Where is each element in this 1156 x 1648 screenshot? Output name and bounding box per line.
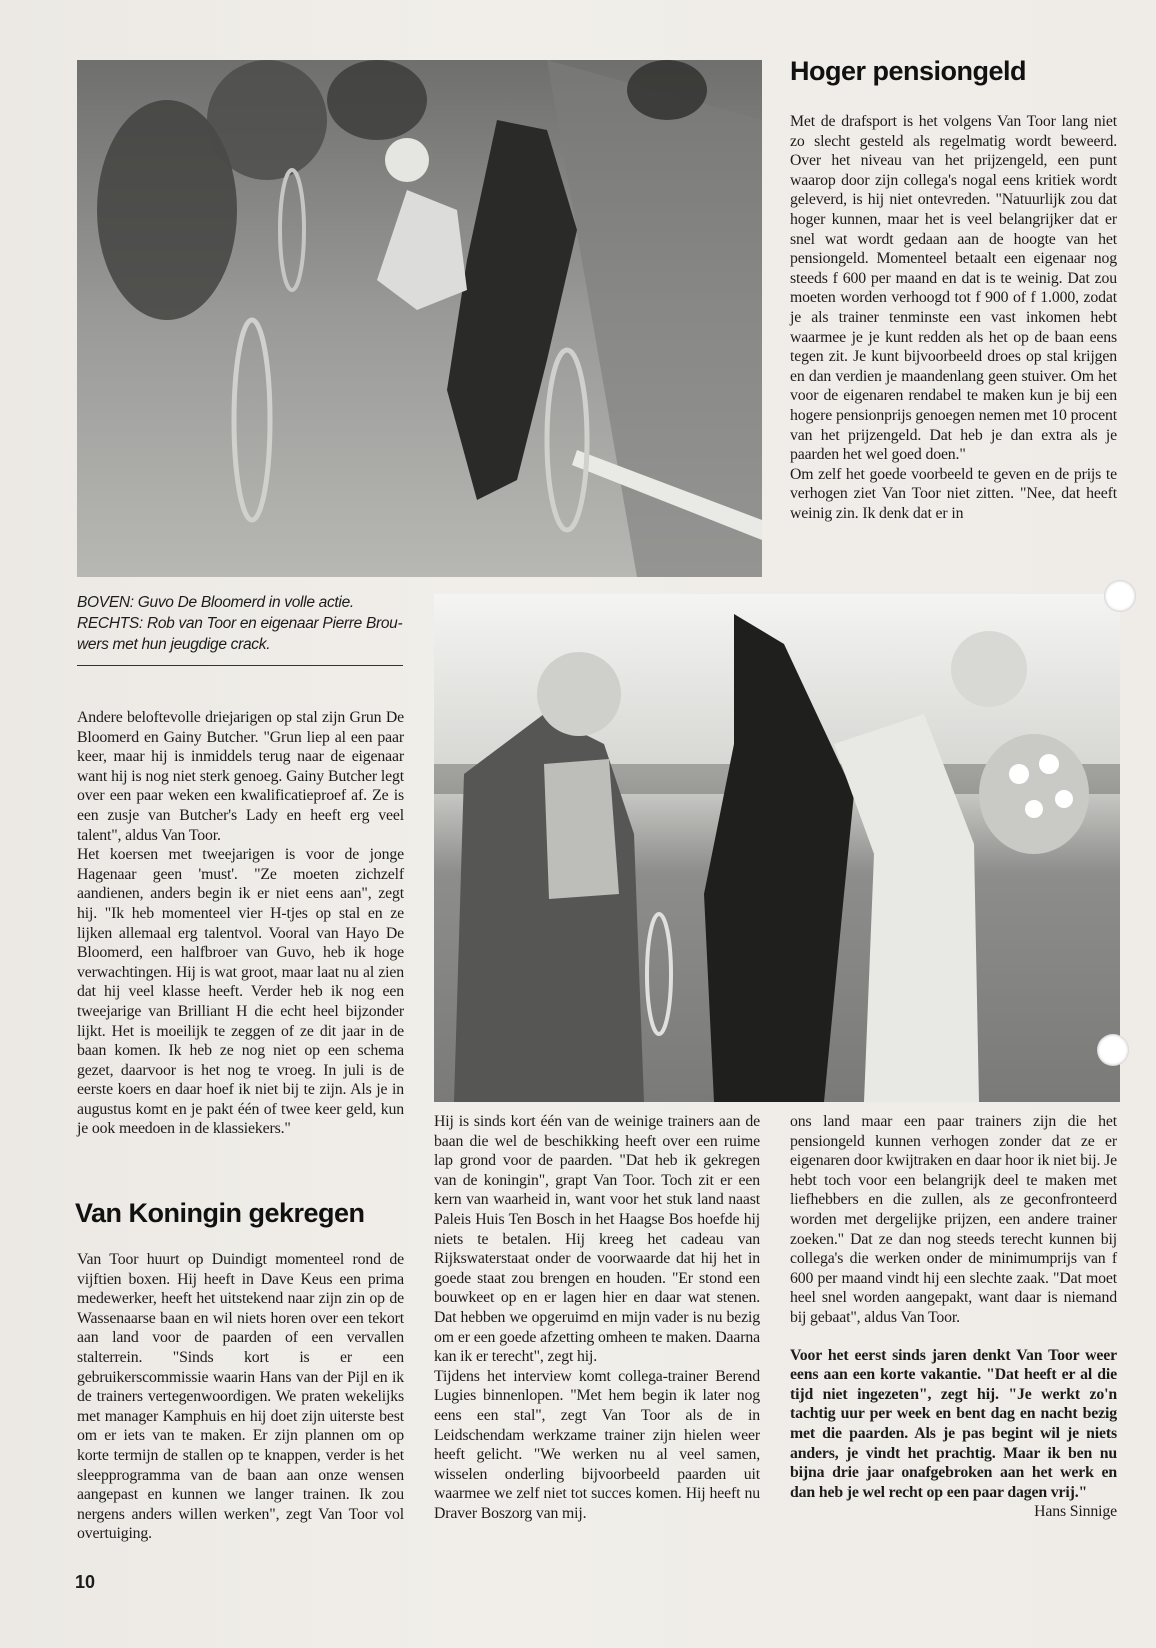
koningin-paragraph: Van Toor huurt op Duindigt momenteel rond de vijftien boxen. Hij heeft in Dave Keus een prima medewerker, heeft het uitstekend naar zijn zin op de Wassenaarse baan en wil niets horen over een tekort aan land voor de paarden of een vervallen stalterrein. "Sinds kort is er een gebruikerscommissie waarin Hans van der Pijl en ik de trainers vertegenwoordigen. We praten wekelijks met manager Kamphuis en hij doet zijn uiterste best om er iets van te maken. Er zijn plannen om op korte termijn de stallen op te knappen, verder is het sleepprogramma van de baan aan onze wensen aangepast en kunnen we langer trainen. Ik zou nergens anders willen werken", zegt Van Toor vol overtuiging. [77,1251,404,1543]
column-pension [790,112,1117,552]
middle-paragraph: Hij is sinds kort één van de weinige trainers aan de baan die wel de beschikking heeft over een ruime lap grond voor de paarden. "Dat heb ik gekregen van de koningin", grapt Van Toor. Toch zit er een kern van waarheid in, want voor het stuk land naast Paleis Huis Ten Bosch in het Haagse Bos hoefde hij niets te betalen. Hij kreeg het cadeau van Rijkswaterstaat onder de voorwaarde dat hij het in goede staat zou brengen en houden. "Er stond een bouwkeet op en er lagen hier en daar wat stenen. Dat hebben we opgeruimd en mijn vader is nu bezig om er een goede afzetting omheen te maken. Daarna kan ik er terecht", zegt hij. [434,1113,760,1366]
section-heading-pension: Hoger pensiongeld [790,56,1027,86]
pension-paragraph: Met de drafsport is het volgens Van Toor lang niet zo slecht gesteld als regelmatig wordt beweerd. Over het niveau van het prijzengeld, een punt waarop door zijn collega's nogal eens kritiek wordt geleverd, is hij niet ontevreden. "Natuurlijk zou dat hoger kunnen, maar het is veel belangrijker dat er snel wat wordt gedaan aan de hoogte van het pensiongeld. Momenteel betaalt een eigenaar nog steeds f 600 per maand en dat is te weinig. Dat zou moeten worden verhoogd tot f 900 of f 1.000, zodat je als trainer tenminste een vast inkomen hebt waarmee je je kunt redden als het op de baan eens tegen zit. Je kunt bijvoorbeeld droes op stal krijgen en dan verdien je maandenlang geen stuiver. Om het voor de eigenaren rendabel te maken kun je bij een hogere pensionprijs genoegen nemen met 10 procent van het prijzengeld. Dat heb je dan extra als je paarden het wel goed doen." [790,113,1117,464]
column-koningin [77,1250,404,1560]
column-left [77,708,404,1163]
caption-line: RECHTS: Rob van Toor en eigenaar Pierre Brou- [77,615,403,632]
harness-racing-photo [77,60,762,577]
section-heading-koningin: Van Koningin gekregen [75,1198,365,1228]
caption-line: wers met hun jeugdige crack. [77,636,271,653]
middle-paragraph: Tijdens het interview komt collega-trainer Berend Lugies binnenlopen. "Met hem begin ik later nog eens een stal", zegt Van Toor als de in Leidschendam werkzame trainer zijn hielen weer heeft gelicht. "We werken nu al veel samen, wisselen onderling bijvoorbeeld paarden uit waarmee we zelf niet tot succes komen. Hij heeft nu Draver Boszorg van mij. [434,1367,760,1522]
punch-hole [1104,580,1136,612]
column-right [790,1112,1117,1562]
portrait-illustration [434,594,1120,1102]
left-paragraph: Het koersen met tweejarigen is voor de jonge Hagenaar geen 'must'. "Ze moeten zichzelf aandienen, anders begin ik er niet eens aan", zegt hij. "Ik heb momenteel vier H-tjes op stal en ze lijken allemaal erg talentvol. Vooral van Hayo De Bloomerd, een halfbroer van Guvo, heb ik hoge verwachtingen. Hij is wat groot, maar laat nu al zien dat hij veel klasse heeft. Verder heb ik nog een tweejarige van Brilliant H die echt heel bijzonder lijkt. Het is moeilijk te zeggen of ze dit jaar in de baan komen. Ik heb ze nog niet op een schema gezet, daarvoor is het nog te vroeg. In juli is de eerste koers en daar hoef ik niet bij te zijn. Als je in augustus komt en je pakt één of twee keer geld, kun je ook meedoen in de klassiekers." [77,846,404,1138]
harness-racing-illustration [77,60,762,577]
author-signature: Hans Sinnige [1034,1503,1117,1521]
trainer-horse-jockey-photo [434,594,1120,1102]
caption-line: BOVEN: Guvo De Bloomerd in volle actie. [77,594,354,611]
photo-caption [77,592,407,655]
caption-divider [77,665,403,666]
punch-hole [1097,1034,1129,1066]
column-middle [434,1112,760,1562]
page-number: 10 [75,1572,96,1592]
pension-paragraph: Om zelf het goede voorbeeld te geven en de prijs te verhogen ziet Van Toor niet zitten. "Nee, dat heeft weinig zin. Ik denk dat er in [790,465,1117,522]
right-paragraph: ons land maar een paar trainers zijn die het pensiongeld kunnen verhogen zonder dat ze er eigenaren door kwijtraken en daar hoor ik niet bij. Je hebt toch voor een belangrijk deel te maken met liefhebbers en die zullen, als ze geconfronteerd worden met dergelijke prijzen, een andere trainer zoeken." Dat ze dan nog steeds terecht kunnen bij collega's die werken onder de minimumprijs van f 600 per maand vindt hij een slechte zaak. "Dat moet heel snel worden aangepakt, want daar is niemand bij gebaat", aldus Van Toor. [790,1113,1117,1326]
left-paragraph: Andere beloftevolle driejarigen op stal zijn Grun De Bloomerd en Gainy Butcher. "Grun liep al een paar keer, maar hij is inmiddels terug naar de eigenaar want hij is nog niet sterk genoeg. Gainy Butcher legt over een paar weken een kwalificatieproef af. Ze is een zusje van Butcher's Lady en heeft erg veel talent", aldus Van Toor. [77,709,404,844]
closing-paragraph: Voor het eerst sinds jaren denkt Van Toor weer eens aan een korte vakantie. "Dat heeft er al die tijd niet ingezeten", zegt hij. "Je werkt zo'n tachtig uur per week en bent dag en nacht bezig met die paarden. Als je pas begint wil je niets anders, je vindt het prachtig. Maar ik ben nu bijna drie jaar onafgebroken aan het werk en dan heb je wel recht op een paar dagen vrij." [790,1346,1117,1501]
